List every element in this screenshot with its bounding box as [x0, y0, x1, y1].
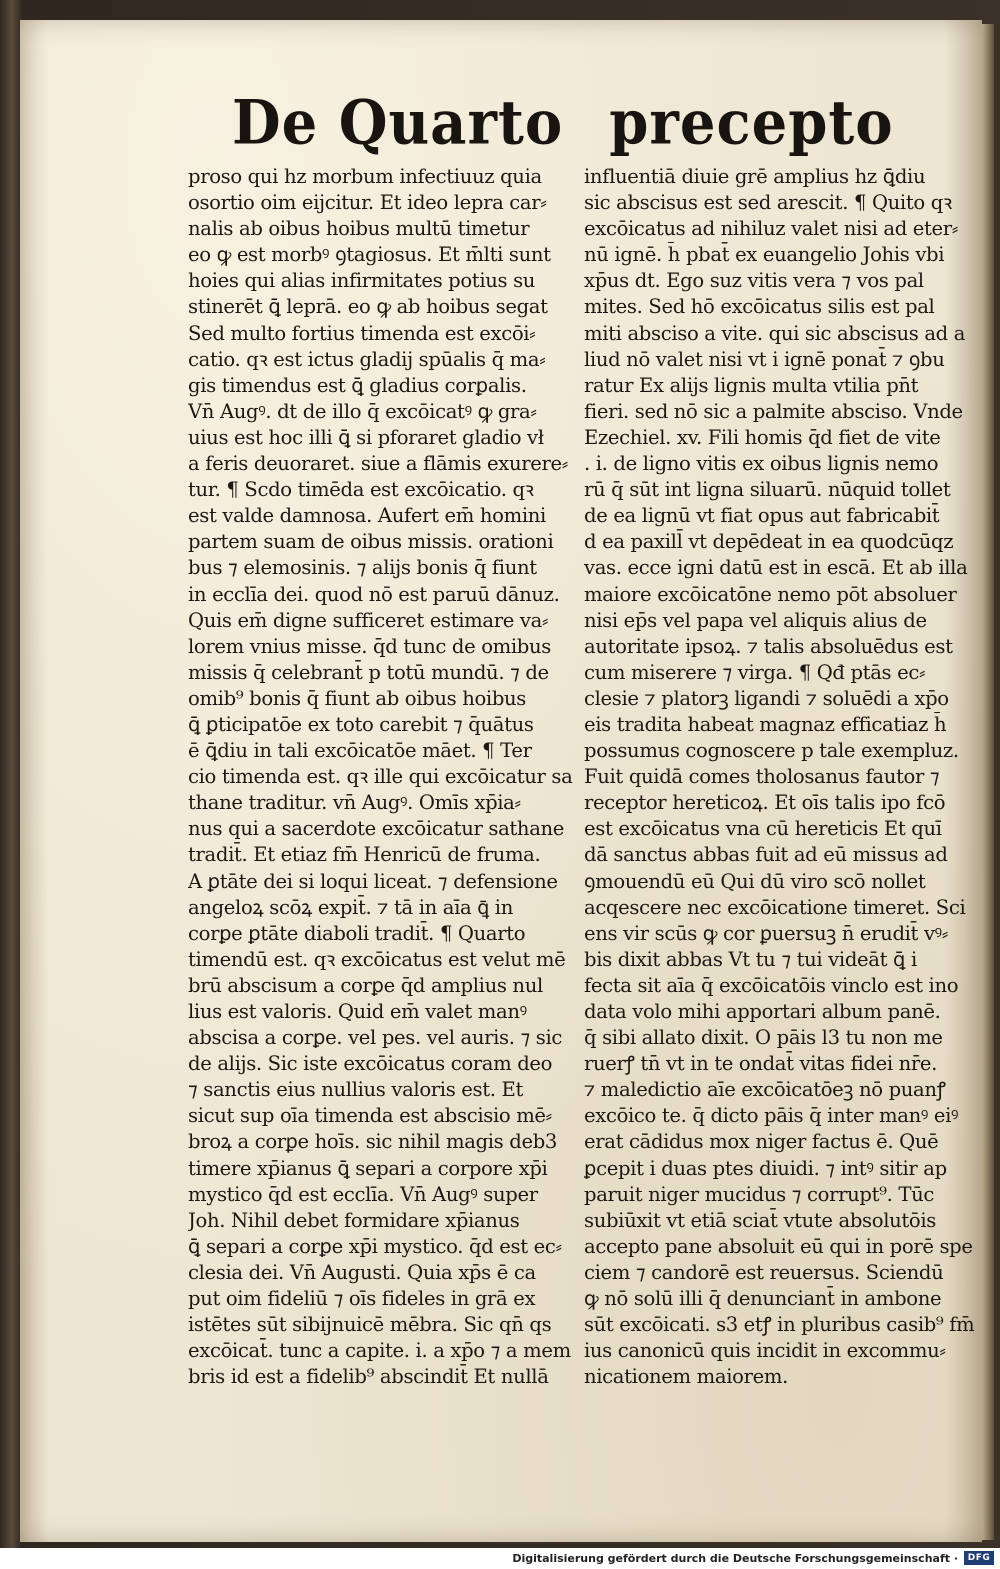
text-line: ꝑcepit i duas ptes diuidi. ⁊ intꝰ sitir ap [584, 1156, 947, 1180]
text-line: in ecclīa dei. quod nō est paruū dānuz. [188, 582, 560, 606]
text-line: abscisa a corꝑe. vel pes. vel auris. ⁊ sic [188, 1026, 562, 1050]
text-line: omib⁹ bonis q̄ fiunt ab oibus hoibus [188, 686, 527, 710]
text-line: de ea lignū vt fiat opus aut fabricabit̄ [584, 504, 940, 528]
text-line: possumus cognoscere p tale exempluz. [584, 739, 959, 763]
text-line: ꝯmouendū eū Qui dū viro scō nollet [584, 869, 926, 893]
text-line: Joh. Nihil debet formidare xp̄ianus [188, 1208, 520, 1232]
text-line: excōicat̄. tunc a capite. i. a xp̄o ⁊ a mem [188, 1339, 571, 1363]
text-line: ens vir scūs ꝙ cor ꝑuersuꝫ n̄ erudit̄ vꝰ⸗ [584, 921, 948, 945]
text-line: clesia dei. Vn̄ Augusti. Quia xp̄s ē ca [188, 1260, 536, 1284]
text-line: de alijs. Sic iste excōicatus coram deo [188, 1052, 553, 1076]
text-line: maiore excōicatōne nemo pōt absoluer [584, 582, 957, 606]
text-line: partem suam de oibus missis. orationi [188, 530, 554, 554]
text-line: Sed multo fortius timenda est excōi⸗ [188, 321, 536, 345]
text-line: acqescere nec excōicatione timeret. Sci [584, 895, 966, 919]
text-line: paruit niger mucidus ⁊ corrupt⁹. Tūc [584, 1182, 934, 1206]
text-line: Quis em̄ digne sufficeret estimare va⸗ [188, 608, 549, 632]
text-line: nus qui a sacerdote excōicatur sathane [188, 817, 565, 841]
text-line: brū abscisum a corꝑe q̄d amplius nul [188, 973, 543, 997]
text-line: broꝝ a corꝑe hoīs. sic nihil magis deb3 [188, 1130, 558, 1154]
text-line: eis tradita habeat magnaz efficatiaz h̄ [584, 712, 947, 736]
text-line: fieri. sed nō sic a palmite absciso. Vnde [584, 399, 963, 423]
text-line: vas. ecce igni datū est in escā. Et ab illa [584, 556, 968, 580]
text-line: lorem vnius misse. q̄d tunc de omibus [188, 634, 551, 658]
text-line: A ꝑtāte dei si loqui liceat. ⁊ defensione [188, 869, 558, 893]
right-text-column [584, 164, 974, 1390]
text-line: ꝙ nō solū illi q̄ denunciant̄ in ambone [584, 1287, 942, 1311]
text-line: q̄ sibi allato dixit. O pāis l3 tu non me [584, 1026, 943, 1050]
text-line: timere xp̄ianus ꝗ̄ separi a corpore xp̄i [188, 1156, 548, 1180]
text-line: cio timenda est. qꝛ ille qui excōicatur sa [188, 765, 573, 789]
text-line: fecta sit aīa q̄ excōicatōis vinclo est ino [584, 973, 959, 997]
heading-word-2: precepto [609, 87, 894, 159]
text-line: liud nō valet nisi vt i ignē ponat̄ ⁊ ꝯbu [584, 347, 945, 371]
text-line: data volo mihi apportari album panē. [584, 1000, 941, 1023]
text-line: sic abscisus est sed arescit. ¶ Quito qꝛ [584, 191, 952, 215]
text-line: osortio oim eijcitur. Et ideo lepra car⸗ [188, 191, 547, 215]
text-line: corꝑe ꝑtāte diaboli tradit̄. ¶ Quarto [188, 921, 526, 945]
text-line: nū ignē. h̄ pbat̄ ex euangelio Johis vbi [584, 243, 945, 267]
text-line: hoies qui alias infirmitates potius su [188, 269, 536, 293]
text-line: xp̄us dt. Ego suz vitis vera ⁊ vos pal [584, 269, 924, 293]
text-line: missis q̄ celebrant̄ p totū mundū. ⁊ de [188, 660, 549, 684]
heading-word-1: De Quarto [232, 87, 564, 159]
text-line: miti absciso a vite. qui sic abscisus ad a [584, 321, 966, 345]
text-line: erat cādidus mox niger factus ē. Quē [584, 1130, 939, 1154]
text-line: Fuit quidā comes tholosanus fautor ⁊ [584, 765, 940, 789]
text-line: mites. Sed hō excōicatus silis est pal [584, 295, 935, 319]
text-line: est excōicatus vna cū hereticis Et quī [584, 817, 942, 841]
text-line: ratur Ex alijs lignis multa vtilia pn̄t [584, 373, 919, 397]
text-line: dā sanctus abbas fuit ad eū missus ad [584, 843, 948, 867]
text-line: nalis ab oibus hoibus multū timetur [188, 217, 530, 241]
left-text-column [188, 164, 573, 1390]
text-line: cum miserere ⁊ virga. ¶ Qđ ptās ec⸗ [584, 660, 926, 684]
text-line: nisi ep̄s vel papa vel aliquis alius de [584, 608, 927, 632]
text-line: gis timendus est ꝗ̄ gladius corꝑalis. [188, 373, 527, 397]
funding-credit: Digitalisierung gefördert durch die Deutsche Forschungsgemeinschaft · [512, 1552, 958, 1565]
text-line: istētes sūt sibijnuicē mēbra. Sic qn̄ qs [188, 1313, 552, 1337]
text-line: proso qui hz morbum infectiuuz quia [188, 165, 542, 188]
text-line: ciem ⁊ candorē est reuersus. Sciendū [584, 1260, 944, 1284]
text-line: Vn̄ Augꝰ. dt de illo q̄ excōicatꝰ ꝙ gra⸗ [188, 399, 537, 423]
text-line: ius canonicū quis incidit in excommu⸗ [584, 1339, 946, 1363]
page-edge [982, 24, 994, 1540]
text-line: uius est hoc illi ꝗ̄ si pforaret gladio vł [188, 425, 544, 449]
text-line: ē ꝗ̄diu in tali excōicatōe māet. ¶ Ter [188, 739, 532, 763]
text-line: tradit̄. Et etiaz fm̄ Henricū de fruma. [188, 843, 541, 867]
text-line: bris id est a fidelib⁹ abscindit̄ Et nullā [188, 1365, 549, 1389]
text-line: catio. qꝛ est ictus gladij spūalis q̄ ma⸗ [188, 347, 546, 371]
text-line: d ea paxill̄ vt depēdeat in ea quodcūqz [584, 530, 954, 554]
text-line: thane traditur. vn̄ Augꝰ. Omīs xp̄ia⸗ [188, 791, 521, 815]
text-line: ꝗ̄ separi a corꝑe xp̄i mystico. q̄d est ec⸗ [188, 1234, 562, 1258]
text-line: . i. de ligno vitis ex oibus lignis nemo [584, 452, 939, 476]
dfg-logo-icon: DFG [964, 1551, 994, 1565]
text-line: angeloꝝ scōꝝ expit̄. ⁊ tā in aīa ꝗ̄ in [188, 895, 513, 919]
text-line: mystico q̄d est ecclīa. Vn̄ Augꝰ super [188, 1182, 538, 1206]
text-line: tur. ¶ Scdo timēda est excōicatio. qꝛ [188, 478, 534, 502]
text-line: nicationem maiorem. [584, 1365, 788, 1389]
text-line: ꝗ̄ ꝑticipatōe ex toto carebit ⁊ q̄uātus [188, 712, 534, 736]
text-line: autoritate ipsoꝝ. ⁊ talis absoluēdus est [584, 634, 953, 658]
text-line: sūt excōicati. s3 etꝭ in pluribus casib⁹ fm̄ [584, 1313, 975, 1337]
text-line: bis dixit abbas Vt tu ⁊ tui videāt ꝗ̄ i [584, 947, 917, 971]
text-line: stinerēt ꝗ̄ leprā. eo ꝙ ab hoibus segat [188, 295, 548, 319]
text-line: excōicatus ad nihiluz valet nisi ad eter⸗ [584, 217, 958, 241]
text-line: ⁊ maledictio aīe excōicatōeꝫ nō puanꝭ [584, 1078, 946, 1102]
text-line: bus ⁊ elemosinis. ⁊ alijs bonis q̄ fiunt [188, 556, 537, 580]
footer-bar [0, 1548, 1000, 1569]
text-line: influentiā diuie grē amplius hz ꝗ̄diu [584, 165, 926, 188]
text-line: subiūxit vt etiā sciat̄ vtute absolutōis [584, 1208, 936, 1232]
running-heading [232, 87, 894, 165]
text-line: put oim fideliū ⁊ oīs fideles in grā ex [188, 1287, 536, 1311]
text-line: accepto pane absoluit eū qui in porē spe [584, 1234, 973, 1258]
text-line: clesie ⁊ platorꝫ ligandi ⁊ soluēdi a xp̄o [584, 686, 949, 710]
text-line: lius est valoris. Quid em̄ valet manꝰ [188, 1000, 527, 1023]
text-line: rū q̄ sūt int ligna siluarū. nūquid tollet [584, 478, 951, 502]
text-line: Ezechiel. xv. Fili homis q̄d fiet de vite [584, 425, 941, 449]
text-line: ⁊ sanctis eius nullius valoris est. Et [188, 1078, 524, 1102]
text-line: excōico te. q̄ dicto pāis q̄ inter manꝰ eiꝰ [584, 1104, 959, 1128]
text-line: sicut sup oīa timenda est abscisio mē⸗ [188, 1104, 552, 1128]
text-line: a feris deuoraret. siue a flāmis exurere⸗ [188, 452, 568, 476]
text-line: eo ꝙ est morbꝰ ꝯtagiosus. Et m̄lti sunt [188, 243, 551, 267]
text-line: ruerꝭ tn̄ vt in te ondat̄ vitas fidei nr̄e. [584, 1052, 938, 1076]
text-line: receptor hereticoꝝ. Et oīs talis ipo fcō [584, 791, 946, 815]
text-line: est valde damnosa. Aufert em̄ homini [188, 504, 546, 528]
text-line: timendū est. qꝛ excōicatus est velut mē [188, 947, 566, 971]
